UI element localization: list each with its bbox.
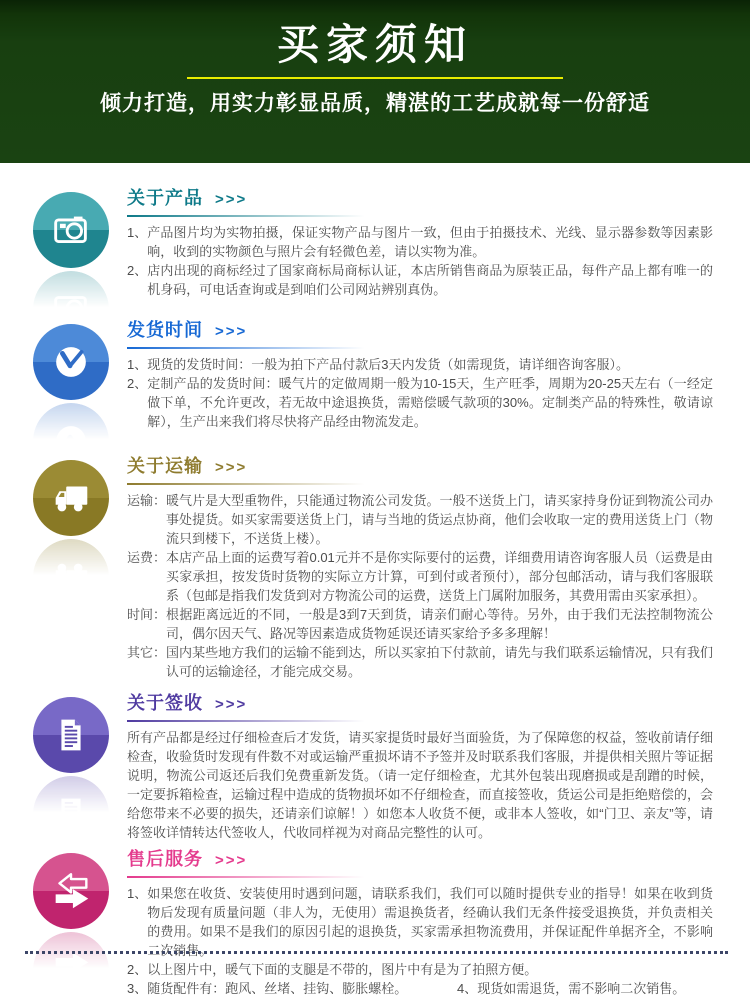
triple-chevron-icon: >>> [215,459,248,476]
icon-reflection [33,776,109,802]
clock-icon-reflection [33,403,109,479]
list-item [457,979,685,998]
item-text: 店内出现的商标经过了国家商标局商标认证，本店所销售商品为原装正品，每件产品上都有唯一的机身码，可电话查询或是到咱们公司网站辨别真伪。 [147,263,713,297]
section-shipping-time [0,320,750,431]
list-item [127,979,457,998]
section-title: 关于签收 [127,693,203,713]
swap-arrows-icon [33,853,109,929]
section-body [127,355,713,431]
item-marker: 1、 [127,886,148,901]
item-text: 根据距离远近的不同，一般是3到7天到货，请亲们耐心等待。另外，由于我们无法控制物流公司，偶尔因天气、路况等因素造成货物延误还请买家给予多多理解！ [166,607,713,641]
section-title-underline [127,483,377,485]
icon-reflection [33,932,109,958]
section-receipt [0,693,750,842]
page-subtitle: 倾力打造，用实力彰显品质，精湛的工艺成就每一份舒适 [100,92,650,115]
list-item-row [127,979,713,998]
icon-reflection [33,539,109,565]
section-title-underline [127,720,377,722]
item-marker: 2、 [127,263,148,278]
section-transport [0,456,750,681]
list-item [127,491,713,548]
document-icon [33,697,109,773]
list-item [127,960,713,979]
section-title: 发货时间 [127,320,203,340]
section-title-row [127,693,713,715]
section-product [0,188,750,299]
section-paragraph: 所有产品都是经过仔细检查后才发货，请买家提货时最好当面验货，为了保障您的权益，签收前请仔细检查，收验货时发现有件数不对或运输严重损坏请不予签并及时联系我们客服，并提供相关照片等证据说明，物流公司返还后我们免费重新发货。（请一定仔细检查，尤其外包装出现磨损或是刮蹭的时候，一定要拆箱检查，运输过程中造成的货物损坏如不仔细检查，而直接签收，货运公司是拒绝赔偿的，会给您带来不必要的损失，还请亲们谅解！）如您本人收货不便，或非本人签收，如“门卫、亲友”等，请将签收详情转达代签收人，代收同样视为对商品完整性的认可。 [127,730,713,840]
item-text: 产品图片均为实物拍摄，保证实物产品与图片一致，但由于拍摄技术、光线、显示器参数等因素影响，收到的实物颜色与照片会有轻微色差，请以实物为准。 [147,225,713,259]
list-item [127,223,713,261]
list-item [127,884,713,960]
list-item [127,643,713,681]
section-icon-column [33,693,109,802]
section-title: 关于产品 [127,188,203,208]
item-text: 暖气片是大型重物件，只能通过物流公司发货。一般不送货上门，请买家持身份证到物流公司办事处提货。如买家需要送货上门，请与当地的货运点协商，他们会收取一定的费用送货上门（物流只到楼下，不送货上楼）。 [166,493,713,546]
item-marker: 1、 [127,357,148,372]
truck-icon-reflection [33,539,109,615]
camera-icon-reflection [33,271,109,347]
section-title: 关于运输 [127,456,203,476]
section-body [127,884,713,998]
section-icon-column [33,849,109,958]
triple-chevron-icon: >>> [215,191,248,208]
item-text: 随货配件有：跑风、丝堵、挂钩、膨胀螺栓。 [147,981,408,996]
section-after-sales [0,849,750,998]
triple-chevron-icon: >>> [215,323,248,340]
page-title: 买家须知 [276,21,473,68]
item-text: 如果您在收货、安装使用时遇到问题，请联系我们，我们可以随时提供专业的指导！如果在收到货物后发现有质量问题（非人为，无使用）需退换货者，经确认我们无条件接受退换货，并负责相关的费用。如果不是我们的原因引起的退换货，买家需承担物流费用，并保证配件单据齐全，不影响二次销售。 [147,886,713,958]
triple-chevron-icon: >>> [215,852,248,869]
item-text: 定制产品的发货时间：暖气片的定做周期一般为10-15天，生产旺季，周期为20-25天左右（一经定做下单，不允许更改，若无故中途退换货，需赔偿暖气款项的30%。定制类产品的特殊性，敬请谅解），生产出来我们将尽快将产品经由物流发走。 [147,376,713,429]
document-icon-reflection [33,776,109,852]
dotted-divider [25,951,728,954]
item-marker: 运费： [127,550,167,565]
yellow-divider [187,77,563,79]
item-text: 本店产品上面的运费写着0.01元并不是你实际要付的运费，详细费用请咨询客服人员（运费是由买家承担，按发货时货物的实际立方计算，可到付或者预付），部分包邮活动，请与我们客服联系（包邮是指我们发货到对方物流公司的运费，送货上门属附加服务，其费用需由买家承担）。 [166,550,713,603]
item-marker: 4、 [457,981,478,996]
item-marker: 3、 [127,981,148,996]
list-item [127,605,713,643]
item-text: 现货的发货时间：一般为拍下产品付款后3天内发货（如需现货，请详细咨询客服）。 [147,357,629,372]
item-marker: 其它： [127,645,167,660]
item-marker: 运输： [127,493,167,508]
item-marker: 2、 [127,962,148,977]
section-body [127,728,713,842]
section-icon-column [33,188,109,297]
camera-icon [33,192,109,268]
item-text: 现货如需退货，需不影响二次销售。 [477,981,686,996]
section-title-row [127,849,713,871]
item-marker: 2、 [127,376,148,391]
section-title: 售后服务 [127,849,203,869]
triple-chevron-icon: >>> [215,696,248,713]
list-item [127,374,713,431]
list-item [127,261,713,299]
section-title-row [127,456,713,478]
hero-banner [0,0,750,163]
item-marker: 时间： [127,607,167,622]
section-title-underline [127,215,377,217]
notice-sections [0,163,750,998]
item-text: 国内某些地方我们的运输不能到达，所以买家拍下付款前，请先与我们联系运输情况，只有我们认可的运输途径，才能完成交易。 [166,645,713,679]
section-title-row [127,320,713,342]
icon-reflection [33,403,109,429]
section-body [127,491,713,681]
section-title-row [127,188,713,210]
swap-arrows-icon-reflection [33,932,109,1008]
icon-reflection [33,271,109,297]
section-body [127,223,713,299]
list-item [127,355,713,374]
list-item [127,548,713,605]
item-text: 以上图片中，暖气下面的支腿是不带的，图片中有是为了拍照方便。 [147,962,538,977]
item-marker: 1、 [127,225,148,240]
section-title-underline [127,876,377,878]
section-title-underline [127,347,377,349]
